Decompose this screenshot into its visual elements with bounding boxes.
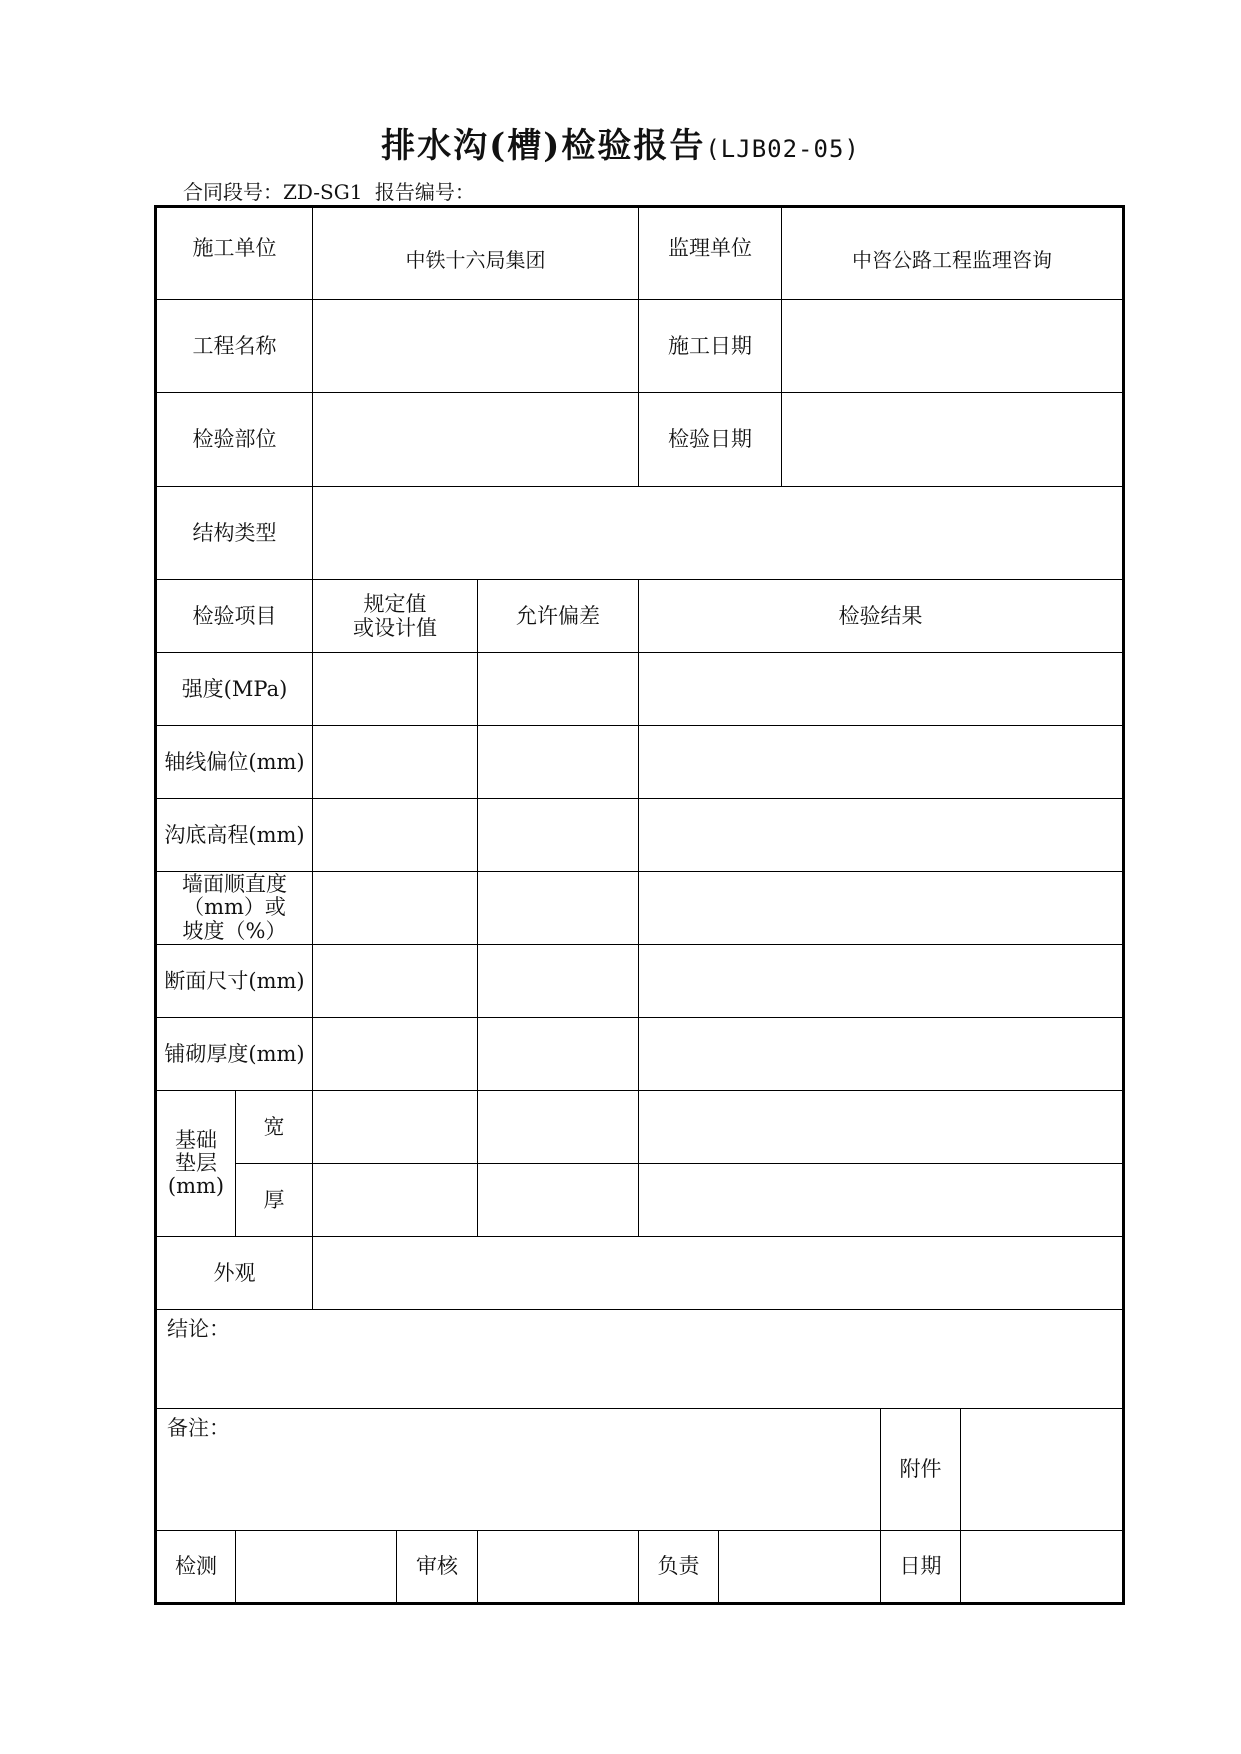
signature-review-label: 审核 — [416, 1554, 458, 1579]
header-spec: 规定值 或设计值 — [353, 591, 437, 640]
construction-unit-value: 中铁十六局集团 — [405, 248, 546, 272]
item-strength: 强度(MPa) — [181, 676, 288, 701]
inspection-form — [154, 205, 1125, 1605]
project-name-label: 工程名称 — [192, 333, 277, 358]
item-section-size: 断面尺寸(mm) — [164, 968, 305, 993]
signature-responsible-label: 负责 — [657, 1554, 700, 1579]
item-axis-offset: 轴线偏位(mm) — [164, 749, 305, 774]
foundation-thickness-label: 厚 — [263, 1187, 285, 1212]
form-code: (LJB02-05) — [705, 135, 860, 163]
page-title — [0, 118, 1241, 167]
foundation-cushion-label: 基础 垫层 (mm) — [167, 1127, 225, 1199]
supervision-unit-value: 中咨公路工程监理咨询 — [852, 248, 1052, 272]
remarks-label: 备注： — [167, 1416, 230, 1440]
report-title: 排水沟(槽)检验报告 — [381, 126, 706, 166]
inspection-date-label: 检验日期 — [668, 427, 752, 452]
header-item: 检验项目 — [192, 603, 277, 628]
header-result: 检验结果 — [838, 603, 923, 628]
attachment-label: 附件 — [899, 1457, 942, 1482]
foundation-width-label: 宽 — [263, 1114, 285, 1139]
report-number: 报告编号： — [374, 180, 475, 204]
construction-date-label: 施工日期 — [668, 333, 752, 358]
item-wall-straightness: 墙面顺直度 （mm）或 坡度（%） — [182, 872, 287, 943]
item-paving-thickness: 铺砌厚度(mm) — [164, 1041, 305, 1066]
inspection-part-label: 检验部位 — [192, 427, 277, 452]
contract-section: 合同段号：ZD-SG1 — [183, 180, 363, 204]
conclusion-label: 结论： — [167, 1317, 230, 1341]
appearance-label: 外观 — [213, 1260, 256, 1285]
structure-type-label: 结构类型 — [192, 520, 277, 545]
supervision-unit-label: 监理单位 — [668, 236, 752, 261]
header-tolerance: 允许偏差 — [516, 603, 600, 628]
header-meta — [183, 176, 481, 205]
construction-unit-label: 施工单位 — [192, 236, 277, 261]
signature-date-label: 日期 — [899, 1554, 942, 1579]
item-bottom-elevation: 沟底高程(mm) — [164, 822, 305, 847]
signature-test-label: 检测 — [175, 1554, 217, 1579]
